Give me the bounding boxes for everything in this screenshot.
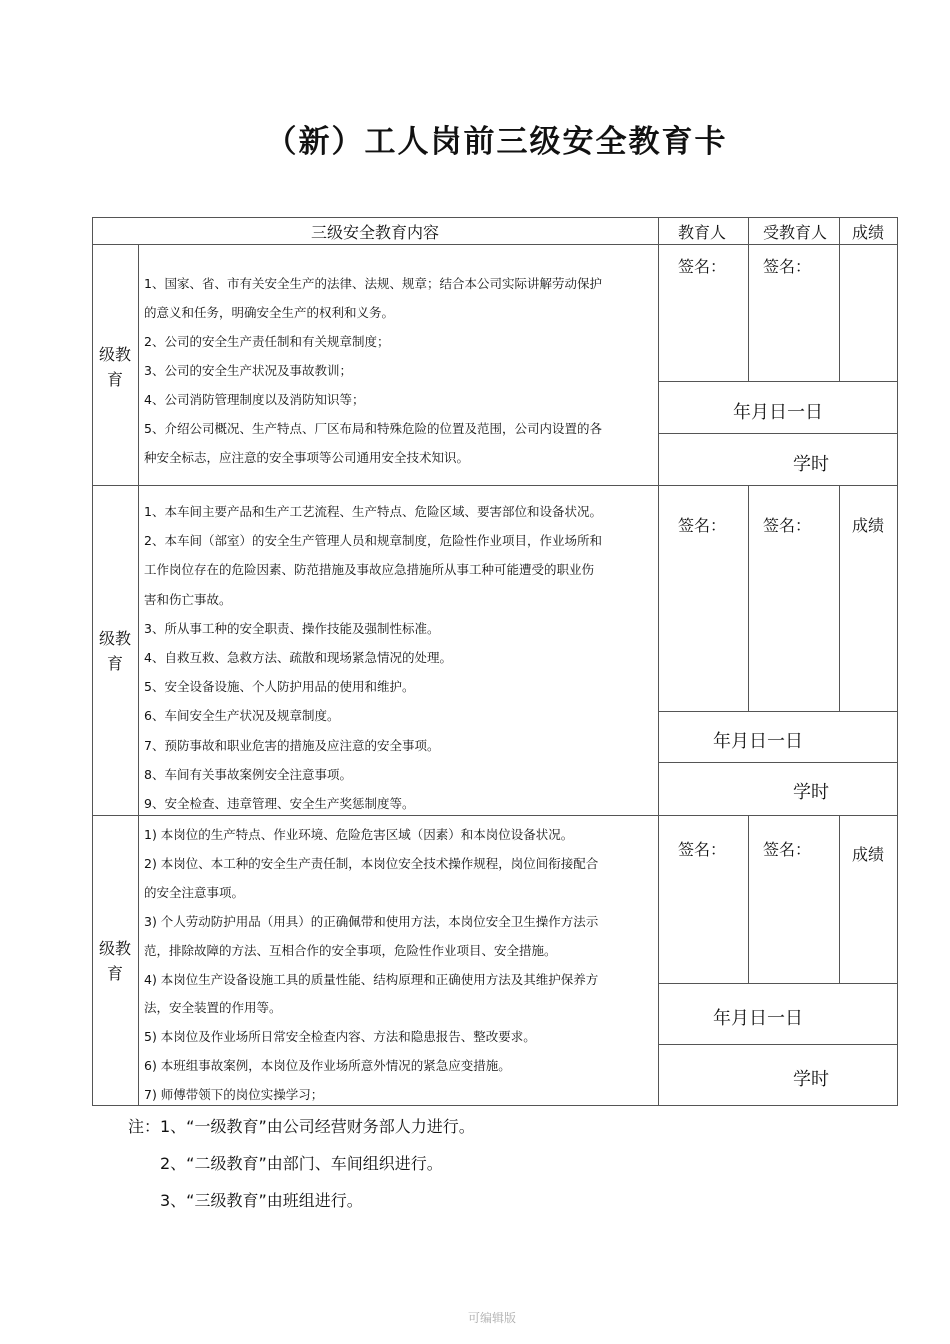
section-2-date: 年月日一日 xyxy=(713,731,803,752)
header-divider xyxy=(92,244,898,245)
section-3-level-line1: 级教 xyxy=(98,939,131,958)
table-border-right xyxy=(897,217,898,1106)
section-1-hours: 学时 xyxy=(793,454,829,475)
header-divider-educator xyxy=(748,217,749,245)
section-3-score: 成绩 xyxy=(852,845,885,864)
section-2-hours: 学时 xyxy=(793,782,829,803)
list-item: 3) 个人劳动防护用品（用具）的正确佩带和使用方法，本岗位安全卫生操作方法示 xyxy=(144,913,599,929)
section-divider-1 xyxy=(92,485,898,486)
list-item: 8、车间有关事故案例安全注意事项。 xyxy=(144,766,352,782)
note-1: 注：1、“一级教育”由公司经营财务部人力进行。 xyxy=(128,1117,475,1136)
page-title: （新）工人岗前三级安全教育卡 xyxy=(265,124,728,160)
table-border-top xyxy=(92,217,898,218)
section-2-sign-divider-a xyxy=(748,485,749,711)
section-1-level-line1: 级教 xyxy=(98,345,131,364)
list-item: 6) 本班组事故案例，本岗位及作业场所意外情况的紧急应变措施。 xyxy=(144,1058,511,1074)
list-item: 7) 师傅带领下的岗位实操学习； xyxy=(144,1087,324,1103)
header-educator: 教育人 xyxy=(678,223,727,242)
section-3-sign-divider-a xyxy=(748,815,749,983)
list-item: 7、预防事故和职业危害的措施及应注意的安全事项。 xyxy=(144,737,440,753)
section-2-educator-signature: 签名： xyxy=(678,516,727,535)
list-item: 6、车间安全生产状况及规章制度。 xyxy=(144,708,340,724)
list-item: 的意义和任务，明确安全生产的权利和义务。 xyxy=(144,305,395,320)
section-1-sign-bottom xyxy=(658,381,898,382)
section-1-level xyxy=(92,342,138,392)
list-item: 4、公司消防管理制度以及消防知识等； xyxy=(144,392,365,407)
section-2-level-line1: 级教 xyxy=(98,629,131,648)
list-item: 1、国家、省、市有关安全生产的法律、法规、规章；结合本公司实际讲解劳动保护 xyxy=(144,276,602,291)
list-item: 3、所从事工种的安全职责、操作技能及强制性标准。 xyxy=(144,620,440,636)
list-item: 9、安全检查、违章管理、安全生产奖惩制度等。 xyxy=(144,796,415,812)
section-2-sign-divider-b xyxy=(839,485,840,711)
section-1-items xyxy=(144,269,654,472)
section-3-items xyxy=(144,821,654,1110)
section-3-sign-bottom xyxy=(658,983,898,984)
section-2-score: 成绩 xyxy=(852,516,885,535)
list-item: 4) 本岗位生产设备设施工具的质量性能、结构原理和正确使用方法及其维护保养方 xyxy=(144,971,599,987)
section-3-educator-signature: 签名： xyxy=(678,840,727,859)
section-2-educatee-signature: 签名： xyxy=(763,516,812,535)
list-item: 的安全注意事项。 xyxy=(144,884,245,900)
list-item: 工作岗位存在的危险因素、防范措施及事故应急措施所从事工种可能遭受的职业伤 xyxy=(144,562,595,578)
list-item: 2、本车间（部室）的安全生产管理人员和规章制度，危险性作业项目，作业场所和 xyxy=(144,533,602,549)
note-2: 2、“二级教育”由部门、车间组织进行。 xyxy=(160,1154,443,1173)
list-item: 5) 本岗位及作业场所日常安全检查内容、方法和隐患报告、整改要求。 xyxy=(144,1029,536,1045)
notes xyxy=(128,1114,475,1225)
section-3-hours: 学时 xyxy=(793,1069,829,1090)
footer-watermark: 可编辑版 xyxy=(468,1311,517,1325)
level-column-divider xyxy=(138,244,139,1106)
list-item: 种安全标志，应注意的安全事项等公司通用安全技术知识。 xyxy=(144,450,470,465)
section-3-level xyxy=(92,936,138,986)
section-3-educatee-signature: 签名： xyxy=(763,840,812,859)
section-3-date-bottom xyxy=(658,1044,898,1045)
section-1-sign-divider-a xyxy=(748,244,749,381)
header-divider-score xyxy=(839,217,840,245)
education-card-table xyxy=(92,217,898,1106)
header-educatee: 受教育人 xyxy=(763,223,828,242)
header-score: 成绩 xyxy=(852,223,885,242)
section-1-sign-divider-b xyxy=(839,244,840,381)
list-item: 1) 本岗位的生产特点、作业环境、危险危害区域（因素）和本岗位设备状况。 xyxy=(144,827,574,842)
content-column-divider xyxy=(658,217,659,1106)
list-item: 2、公司的安全生产责任制和有关规章制度； xyxy=(144,334,390,349)
section-1-level-line2: 育 xyxy=(106,370,123,389)
section-2-sign-bottom xyxy=(658,711,898,712)
section-3-date: 年月日一日 xyxy=(713,1008,803,1029)
section-1-date-bottom xyxy=(658,433,898,434)
list-item: 害和伤亡事故。 xyxy=(144,591,232,607)
header-content: 三级安全教育内容 xyxy=(310,223,439,242)
list-item: 5、安全设备设施、个人防护用品的使用和维护。 xyxy=(144,679,415,695)
note-3: 3、“三级教育”由班组进行。 xyxy=(160,1191,363,1210)
section-1-educatee-signature: 签名： xyxy=(763,257,812,276)
list-item: 4、自救互救、急救方法、疏散和现场紧急情况的处理。 xyxy=(144,650,452,666)
section-1-date: 年月日一日 xyxy=(733,402,823,423)
list-item: 法，安全装置的作用等。 xyxy=(144,1000,282,1016)
list-item: 5、介绍公司概况、生产特点、厂区布局和特殊危险的位置及范围，公司内设置的各 xyxy=(144,421,602,436)
section-2-level xyxy=(92,626,138,676)
list-item: 2) 本岗位、本工种的安全生产责任制，本岗位安全技术操作规程，岗位间衔接配合 xyxy=(144,855,599,871)
list-item: 范，排除故障的方法、互相合作的安全事项，危险性作业项目、安全措施。 xyxy=(144,942,557,958)
section-3-level-line2: 育 xyxy=(106,964,123,983)
section-1-educator-signature: 签名： xyxy=(678,257,727,276)
section-2-date-bottom xyxy=(658,762,898,763)
section-2-items xyxy=(144,497,654,818)
list-item: 3、公司的安全生产状况及事故教训； xyxy=(144,363,352,378)
section-2-level-line2: 育 xyxy=(106,654,123,673)
list-item: 1、本车间主要产品和生产工艺流程、生产特点、危险区域、要害部位和设备状况。 xyxy=(144,504,602,519)
section-3-sign-divider-b xyxy=(839,815,840,983)
